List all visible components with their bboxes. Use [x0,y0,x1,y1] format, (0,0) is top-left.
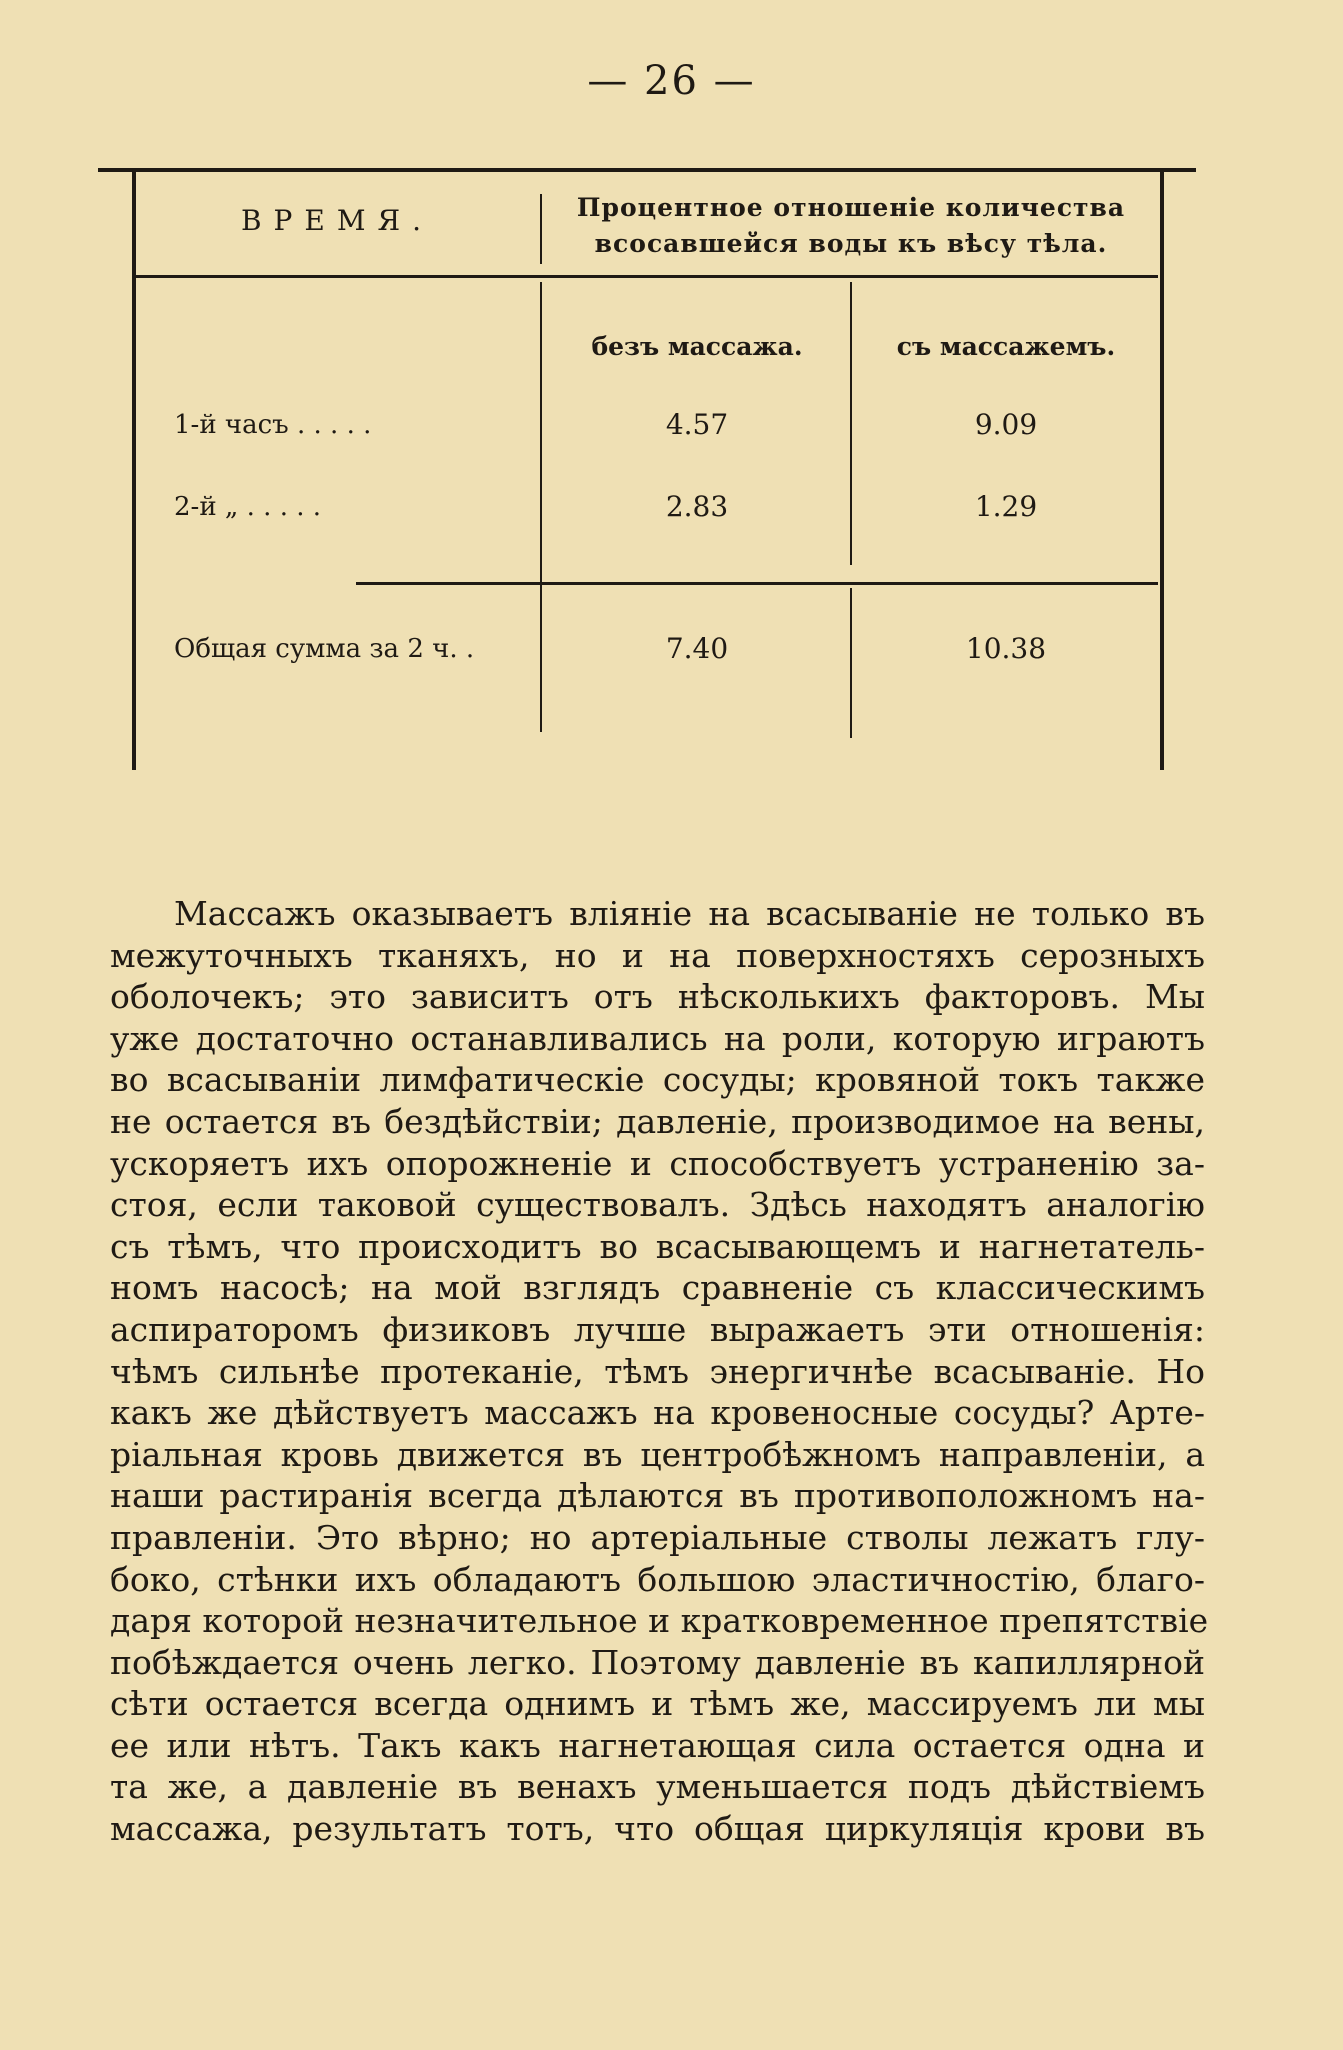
paragraph-line: правленіи. Это вѣрно; но артеріальные стволы лежатъ глу- [110,1517,1205,1557]
page-number: — 26 — [587,58,756,104]
header-time: ВРЕМЯ. [240,204,434,237]
total-value-without: 7.40 [665,632,729,665]
header-divider [540,194,542,264]
column-divider-time [540,282,542,732]
row-label: 2-й „ . . . . . [174,492,322,522]
header-percent-line1: Процентное отношеніе количества [576,193,1126,222]
paragraph-line: ріальная кровь движется въ центробѣжномъ направленіи, а [110,1434,1205,1474]
row-value-with: 9.09 [974,408,1038,441]
paragraph-line: какъ же дѣйствуетъ массажъ на кровеносные сосуды? Арте- [110,1393,1205,1433]
paragraph-line: ускоряетъ ихъ опорожненіе и способствуетъ устраненію за- [110,1143,1205,1183]
header-percent [544,190,1158,262]
row-label: 1-й часъ . . . . . [174,410,372,440]
table-right-border [1160,170,1164,770]
subheader-with-massage: съ массажемъ. [896,332,1116,361]
paragraph-line: та же, а давленіе въ венахъ уменьшается подъ дѣйствіемъ [110,1767,1205,1807]
total-value-with: 10.38 [965,632,1047,665]
paragraph-line: чѣмъ сильнѣе протеканіе, тѣмъ энергичнѣе всасываніе. Но [110,1351,1205,1391]
column-divider-values [850,282,852,565]
row-value-without: 2.83 [665,490,729,523]
table-left-border [132,170,136,770]
paragraph-line: даря которой незначительное и кратковременное препятствіе [110,1601,1209,1641]
paragraph-line: наши растиранія всегда дѣлаются въ противоположномъ на- [110,1476,1205,1516]
header-percent-line2: всосавшейся воды къ вѣсу тѣла. [594,229,1108,258]
paragraph-line: уже достаточно останавливались на роли, которую играютъ [110,1018,1205,1058]
paragraph-line: не остается въ бездѣйствіи; давленіе, производимое на вены, [110,1101,1205,1141]
row-value-with: 1.29 [974,490,1038,523]
paragraph-line: стоя, если таковой существовалъ. Здѣсь находятъ аналогію [110,1185,1205,1225]
table-header-rule [134,275,1158,278]
total-label: Общая сумма за 2 ч. . [174,634,475,664]
paragraph-line: съ тѣмъ, что происходитъ во всасывающемъ и нагнетатель- [110,1226,1205,1266]
paragraph-line: номъ насосѣ; на мой взглядъ сравненіе съ классическимъ [110,1268,1205,1308]
paragraph-line: Массажъ оказываетъ вліяніе на всасываніе не только въ [174,894,1205,933]
row-value-without: 4.57 [665,408,729,441]
column-divider-values-total [850,588,852,738]
paragraph-line: массажа, результатъ тотъ, что общая циркуляція крови въ [110,1809,1205,1849]
body-paragraph [110,893,1209,1850]
paragraph-line: во всасываніи лимфатическіе сосуды; кровяной токъ также [110,1060,1205,1100]
subheader-without-massage: безъ массажа. [591,332,803,361]
table-top-rule [98,168,1196,172]
paragraph-line: оболочекъ; это зависитъ отъ нѣсколькихъ факторовъ. Мы [110,977,1205,1017]
paragraph-line: сѣти остается всегда однимъ и тѣмъ же, массируемъ ли мы [110,1684,1205,1724]
data-table [98,164,1160,774]
table-total-rule [356,582,1158,585]
paragraph-line: побѣждается очень легко. Поэтому давленіе въ капиллярной [110,1642,1205,1682]
paragraph-line: ее или нѣтъ. Такъ какъ нагнетающая сила остается одна и [110,1725,1205,1765]
paragraph-line: боко, стѣнки ихъ обладаютъ большою эластичностію, благо- [110,1559,1205,1599]
paragraph-line: аспираторомъ физиковъ лучше выражаетъ эти отношенія: [110,1309,1205,1349]
paragraph-line: межуточныхъ тканяхъ, но и на поверхностяхъ серозныхъ [110,935,1205,975]
